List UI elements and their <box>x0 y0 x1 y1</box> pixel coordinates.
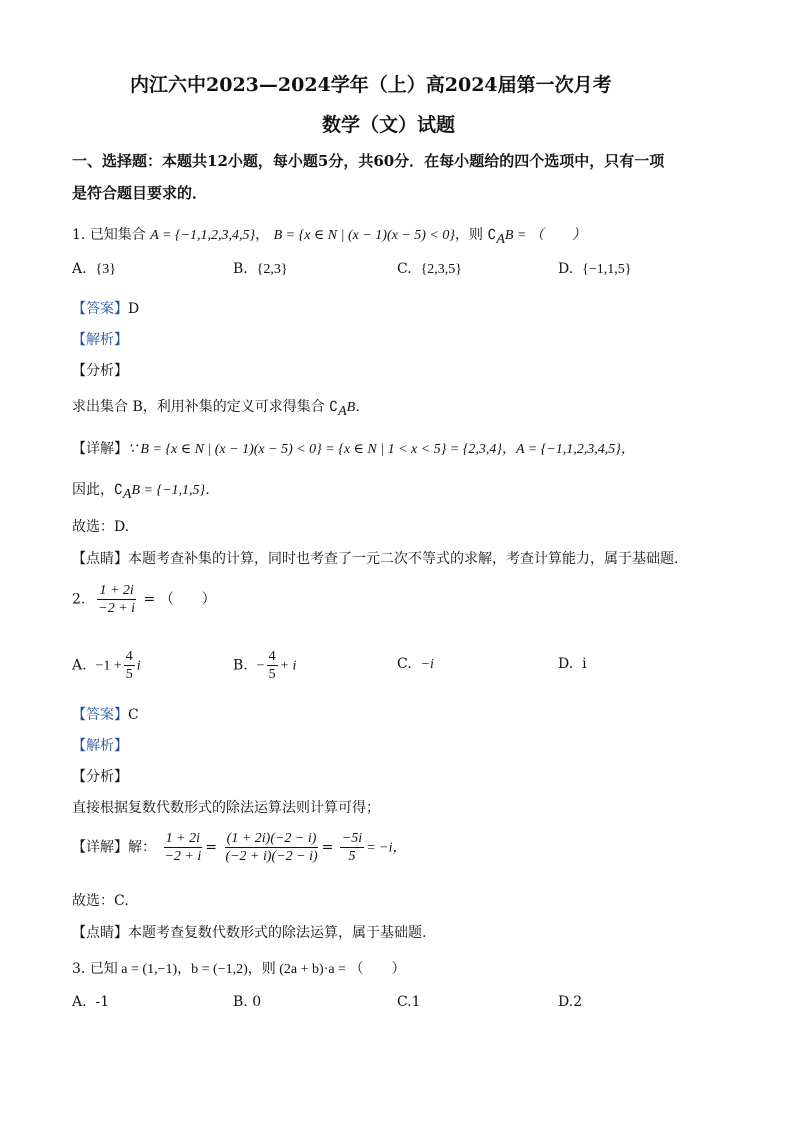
question-number: 2. <box>72 591 86 608</box>
complement-subscript: A <box>122 486 132 502</box>
exam-title: 内江六中2023—2024学年（上）高2024届第一次月考 <box>130 74 612 96</box>
option-value: {2,3,5} <box>420 262 463 277</box>
fenxi-text: 直接根据复数代数形式的除法运算法则计算可得； <box>72 800 380 816</box>
choice-row: 故选：C. <box>72 893 129 909</box>
question-number: 1. <box>72 227 86 243</box>
option-d[interactable] <box>558 994 582 1010</box>
analysis-tag <box>72 735 128 755</box>
option-a[interactable] <box>72 648 141 683</box>
fenxi-text <box>72 396 369 420</box>
option-pre: −1 + <box>95 658 122 674</box>
therefore-row <box>72 479 219 503</box>
fraction-denominator: 5 <box>125 667 133 682</box>
fenxi-body: 求出集合 B，利用补集的定义可求得集合 ∁ <box>72 399 339 415</box>
question-lead: 已知集合 <box>89 227 146 243</box>
option-value: 2 <box>573 994 583 1010</box>
option-post: + i <box>279 658 297 674</box>
option-label: C. <box>397 656 412 672</box>
option-value: 1 <box>411 994 421 1010</box>
analysis-label: 【解析】 <box>72 738 128 754</box>
option-label: B. <box>233 657 248 674</box>
section-heading-cont: 是符合题目要求的． <box>72 184 208 202</box>
option-value: {2,3} <box>256 262 288 277</box>
option-pre: − <box>256 658 265 674</box>
dianjing-text: 本题考查复数代数形式的除法运算，属于基础题. <box>128 925 427 941</box>
set-b: B = {x ∈ N | (x − 1)(x − 5) < 0} <box>273 228 455 243</box>
option-label: A. <box>72 657 87 674</box>
question-3 <box>72 958 405 978</box>
fraction-denominator: 5 <box>348 849 356 864</box>
option-label: C. <box>397 261 412 277</box>
answer-value: D <box>128 301 140 317</box>
option-a[interactable] <box>72 994 109 1010</box>
detail-tag: 【详解】 <box>72 441 128 457</box>
question-2 <box>72 582 216 617</box>
analysis-label: 【解析】 <box>72 332 128 348</box>
fenxi-tag: 【分析】 <box>72 363 128 379</box>
fraction-denominator: 5 <box>268 667 276 682</box>
fenxi-end: B． <box>346 400 370 415</box>
option-post: i <box>136 658 141 674</box>
therefore-end: B = {−1,1,5}． <box>131 483 220 498</box>
option-c[interactable] <box>397 261 462 278</box>
option-fraction <box>267 648 278 683</box>
option-b[interactable] <box>233 994 261 1010</box>
option-label: D. <box>558 994 574 1010</box>
option-label: D. <box>558 656 574 672</box>
option-value: i <box>582 656 587 672</box>
detail-tag: 【详解】 <box>72 839 128 856</box>
analysis-tag <box>72 329 128 349</box>
option-d[interactable] <box>558 656 587 672</box>
question-1 <box>72 224 586 248</box>
choice-row: 故选：D. <box>72 519 130 535</box>
fraction-numerator: 4 <box>268 649 276 664</box>
option-value: {3} <box>95 262 116 277</box>
answer-row <box>72 298 139 318</box>
complement-subscript: A <box>496 231 505 247</box>
option-b[interactable] <box>233 261 288 278</box>
separator: ， <box>255 227 270 243</box>
option-label: A. <box>72 261 87 277</box>
option-fraction <box>124 648 135 683</box>
question-text: 已知 a = (1,−1)，b = (−1,2)，则 (2a + b)·a = （ ） <box>89 962 406 977</box>
answer-tag: 【答案】 <box>72 301 128 317</box>
fraction-numerator: −5i <box>341 831 363 846</box>
fraction-numerator: 1 + 2i <box>99 583 134 598</box>
option-value: 0 <box>252 994 262 1010</box>
fraction-denominator: −2 + i <box>98 601 136 616</box>
fraction-numerator: 4 <box>125 649 133 664</box>
dianjing-text: 本题考查补集的计算，同时也考查了一元二次不等式的求解，考查计算能力，属于基础题. <box>128 551 679 567</box>
answer-row <box>72 704 139 724</box>
dianjing-row <box>72 922 426 942</box>
fraction-numerator: (1 + 2i)(−2 − i) <box>226 831 317 846</box>
question-ask: ，则 ∁ <box>455 227 497 243</box>
option-value: {−1,1,5} <box>582 262 632 277</box>
section-heading: 一、选择题：本题共12小题，每小题5分，共60分．在每小题给的四个选项中，只有一项 <box>72 152 665 170</box>
dianjing-row <box>72 548 678 568</box>
dianjing-tag: 【点睛】 <box>72 925 128 941</box>
option-c[interactable] <box>397 994 421 1010</box>
detail-end: = −i， <box>366 840 407 856</box>
option-b[interactable] <box>233 648 296 683</box>
fraction-denominator: (−2 + i)(−2 − i) <box>225 849 318 864</box>
set-a: A = {−1,1,2,3,4,5} <box>150 228 256 243</box>
detail-fraction-3 <box>340 830 364 865</box>
complement-subscript: A <box>338 403 347 419</box>
option-a[interactable] <box>72 261 116 278</box>
fraction-numerator: 1 + 2i <box>165 831 201 846</box>
answer-value: C <box>128 707 139 723</box>
option-label: D. <box>558 261 574 277</box>
detail-lead: 解： <box>128 839 156 856</box>
question-number: 3. <box>72 961 86 977</box>
detail-text: ∵ B = {x ∈ N | (x − 1)(x − 5) < 0} = {x ∈ N | 1 < x < 5} = {2,3,4}，A = {−1,1,2,3,4,5}， <box>128 442 635 457</box>
option-label: B. <box>233 994 248 1010</box>
therefore-text: 因此，∁ <box>72 482 123 498</box>
detail-fraction-2 <box>223 830 319 865</box>
dianjing-tag: 【点睛】 <box>72 551 128 567</box>
option-label: C. <box>397 994 412 1010</box>
question-ask: = （ ） <box>143 591 216 608</box>
option-label: A. <box>72 994 87 1010</box>
question-ask-end: B = （ ） <box>504 228 586 243</box>
detail-row <box>72 438 635 458</box>
fraction-denominator: −2 + i <box>164 849 202 864</box>
option-value: -1 <box>95 994 110 1010</box>
option-d[interactable] <box>558 261 631 278</box>
detail-fraction-1 <box>162 830 203 865</box>
exam-subtitle: 数学（文）试题 <box>322 114 456 136</box>
answer-tag: 【答案】 <box>72 707 128 723</box>
option-label: B. <box>233 261 248 277</box>
option-c[interactable] <box>397 656 434 673</box>
fenxi-tag: 【分析】 <box>72 769 128 785</box>
question-fraction <box>96 582 137 617</box>
option-value: −i <box>420 657 434 672</box>
detail-row: 【详解】解： $\frac{1 + 2i}{-2 + i}$ = $\frac{(1 + 2i)(-2 - i)}{(-2 + i)(-2 - i)}$ = $\frac{-5i}{5}$ = −i， <box>72 831 407 864</box>
